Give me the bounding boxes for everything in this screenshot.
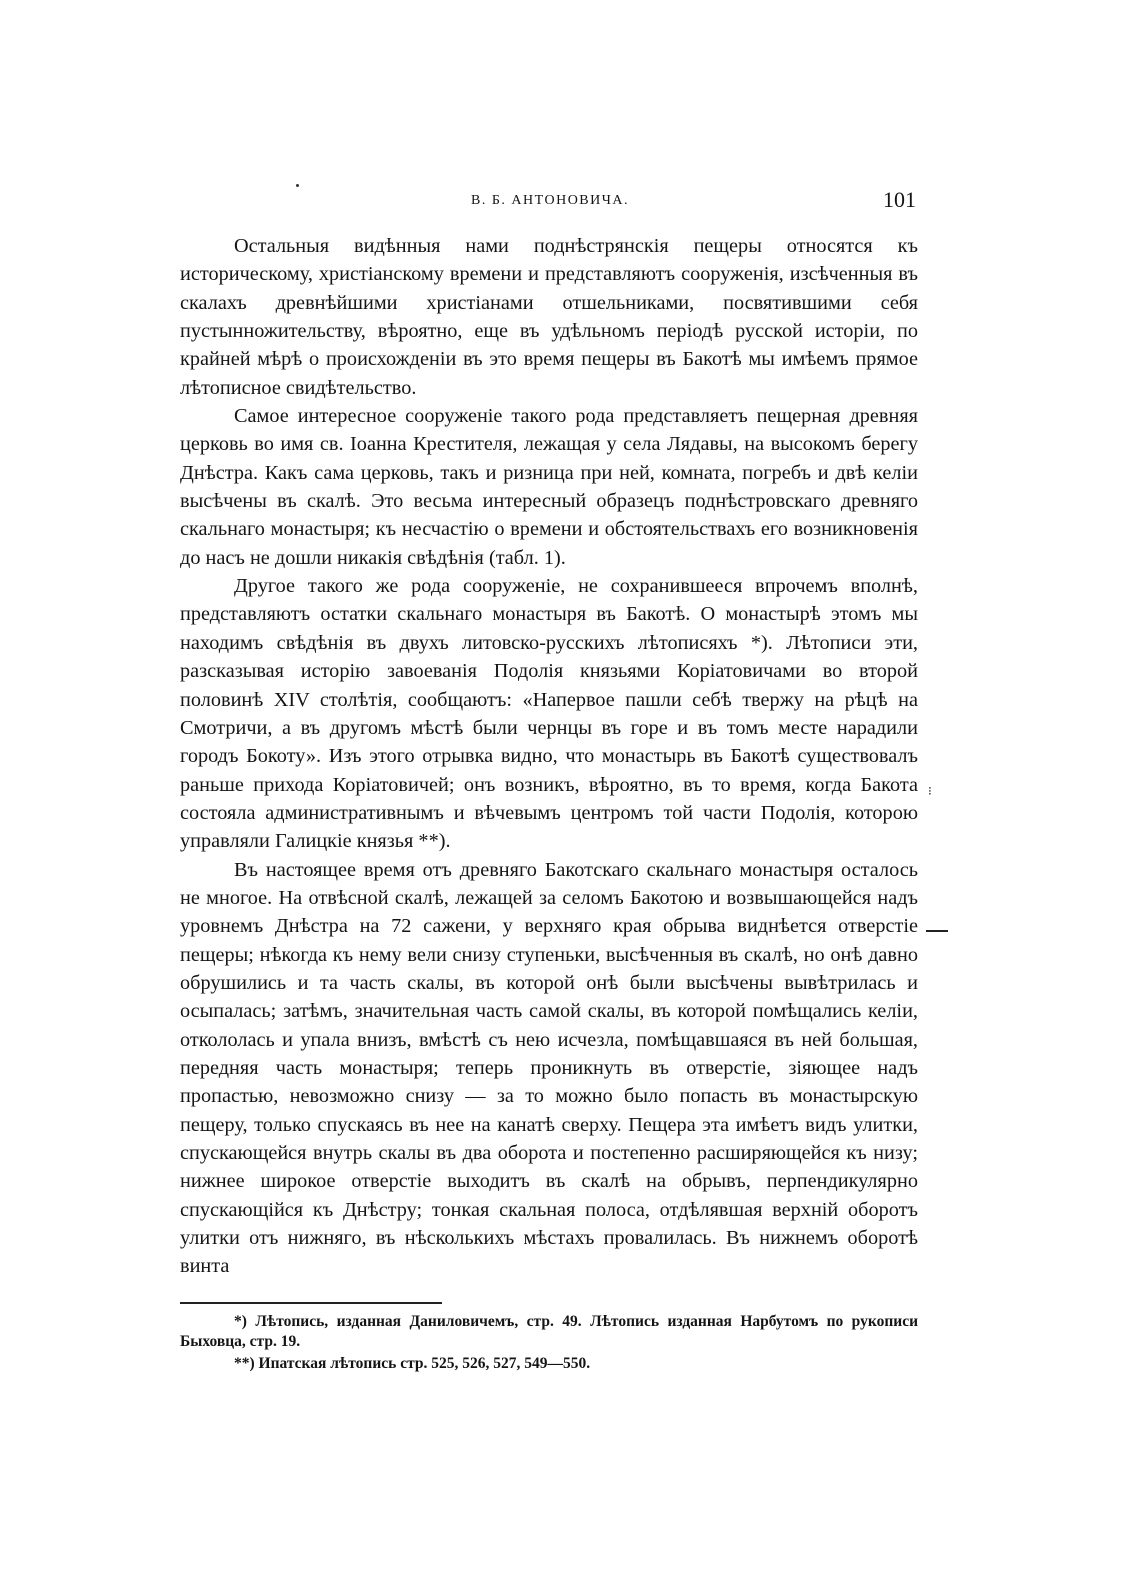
paragraph-1: Остальныя видѣнныя нами поднѣстрянскія пещеры относятся къ историческому, христіанскому времени и представляютъ сооруженія, изсѣченныя въ скалахъ древнѣйшими христіанами отшельниками, посвятившими себя пустынножительству, вѣроятно, еще въ удѣльномъ періодѣ русской исторіи, по крайней мѣрѣ о происхожденіи въ это время пещеры въ Бакотѣ мы имѣемъ прямое лѣтописное свидѣтельство. [180,235,918,399]
footnote-1: *) Лѣтопись, изданная Даниловичемъ, стр. 49. Лѣтопись изданная Нарбутомъ по рукописи Быховца, стр. 19. [180,1313,918,1350]
footnotes [180,1312,918,1376]
footnote-divider [180,1302,442,1304]
paragraph-4: Въ настоящее время отъ древняго Бакотскаго скальнаго монастыря осталось не многое. На отвѣсной скалѣ, лежащей за селомъ Бакотою и возвышающейся надъ уровнемъ Днѣстра на 72 сажени, у верхняго края обрыва виднѣется отверстіе пещеры; нѣкогда къ нему вели снизу ступеньки, высѣченныя въ скалѣ, но онѣ давно обрушились и та часть скалы, въ которой онѣ были высѣчены вывѣтрилась и осыпалась; затѣмъ, значительная часть самой скалы, въ которой помѣщались келіи, откололась и упала внизъ, вмѣстѣ съ нею исчезла, помѣщавшаяся въ ней большая, передняя часть монастыря; теперь проникнуть въ отверстіе, зіяющее надъ пропастью, невозможно снизу — за то можно было попасть въ монастырскую пещеру, только спускаясь въ нее на канатѣ сверху. Пещера эта имѣетъ видъ улитки, спускающейся внутрь скалы въ два оборота и постепенно расширяющейся къ низу; нижнее широкое отверстіе выходитъ въ скалѣ на обрывъ, перпендикулярно спускающійся къ Днѣстру; тонкая скальная полоса, отдѣлявшая верхній оборотъ улитки отъ нижняго, въ нѣсколькихъ мѣстахъ провалилась. Въ нижнемъ оборотѣ винта [180,858,918,1278]
page-number: 101 [883,187,916,212]
footnote-2: **) Ипатская лѣтопись стр. 525, 526, 527, 549—550. [234,1355,591,1372]
margin-mark: ⁝ [928,784,932,798]
margin-dash [926,930,948,932]
running-head: В. Б. АНТОНОВИЧА. [471,193,629,208]
paragraph-3: Другое такого же рода сооруженіе, не сохранившееся впрочемъ вполнѣ, представляютъ остатки скальнаго монастыря въ Бакотѣ. О монастырѣ этомъ мы находимъ свѣдѣнія въ двухъ литовско-русскихъ лѣтописяхъ *). Лѣтописи эти, разсказывая исторію завоеванія Подолія князьями Коріатовичами во второй половинѣ XIV столѣтія, сообщаютъ: «Напервое пашли себѣ твержу на рѣцѣ на Смотричи, а въ другомъ мѣстѣ были чернцы въ горе и въ томъ месте нарадили городъ Бокоту». Изъ этого отрывка видно, что монастырь въ Бакотѣ существовалъ раньше прихода Коріатовичей; онъ возникъ, вѣроятно, въ то время, когда Бакота состояла административнымъ и вѣчевымъ центромъ той части Подолія, которою управляли Галицкіе князья **). [180,575,918,853]
main-text [180,232,918,1281]
paragraph-2: Самое интересное сооруженіе такого рода представляетъ пещерная древняя церковь во имя св. Іоанна Крестителя, лежащая у села Лядавы, на высокомъ берегу Днѣстра. Какъ сама церковь, такъ и ризница при ней, комната, погребъ и двѣ келіи высѣчены въ скалѣ. Это весьма интересный образецъ поднѣстровскаго древняго скальнаго монастыря; къ несчастію о времени и обстоятельствахъ его возникновенія до насъ не дошли никакія свѣдѣнія (табл. 1). [180,405,918,569]
page-header [180,187,920,217]
